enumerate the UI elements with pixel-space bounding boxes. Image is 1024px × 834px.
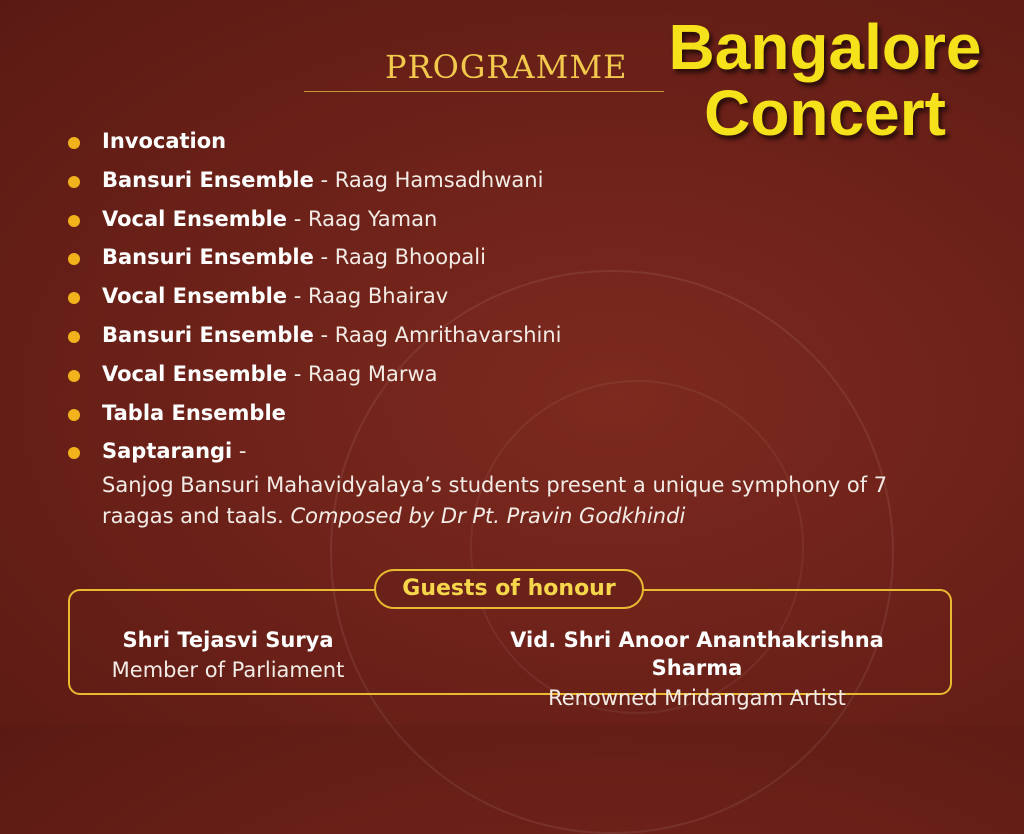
- programme-item: [68, 432, 562, 471]
- guest-name: Shri Tejasvi Surya: [122, 628, 334, 652]
- item-raag: - Raag Amrithavarshini: [313, 322, 562, 347]
- bullet-icon: [68, 176, 80, 188]
- item-raag: - Raag Marwa: [287, 361, 438, 386]
- item-raag: - Raag Bhairav: [287, 284, 449, 309]
- item-name: Bansuri Ensemble: [102, 322, 314, 347]
- item-name: Vocal Ensemble: [102, 284, 288, 309]
- concert-title: [655, 11, 995, 149]
- programme-heading: PROGRAMME: [385, 48, 628, 86]
- item-name: Tabla Ensemble: [102, 400, 286, 425]
- guest-role: Member of Parliament: [111, 658, 345, 682]
- item-raag: -: [232, 439, 247, 464]
- bullet-icon: [68, 215, 80, 227]
- heading-underline: [304, 91, 664, 92]
- guest-card: [477, 626, 917, 714]
- title-line-2: Concert: [704, 77, 946, 149]
- programme-item: [68, 277, 562, 316]
- programme-list: [68, 122, 562, 471]
- bullet-icon: [68, 253, 80, 265]
- item-name: Bansuri Ensemble: [102, 245, 314, 270]
- programme-item: [68, 394, 562, 433]
- item-name: Saptarangi: [102, 439, 233, 464]
- guests-label: Guests of honour: [374, 569, 644, 609]
- bullet-icon: [68, 409, 80, 421]
- description-text: Sanjog Bansuri Mahavidyalaya’s students present a unique symphony of 7 raagas and taals.: [102, 473, 888, 528]
- saptarangi-description: [102, 470, 962, 532]
- guest-name: Vid. Shri Anoor Ananthakrishna Sharma: [510, 628, 884, 680]
- title-line-1: Bangalore: [668, 11, 982, 83]
- programme-item: [68, 238, 562, 277]
- programme-item: [68, 316, 562, 355]
- bullet-icon: [68, 447, 80, 459]
- programme-item: [68, 161, 562, 200]
- bullet-icon: [68, 331, 80, 343]
- item-name: Invocation: [102, 129, 227, 153]
- bullet-icon: [68, 137, 80, 149]
- guest-card: [28, 626, 428, 686]
- item-name: Bansuri Ensemble: [102, 167, 314, 192]
- bullet-icon: [68, 292, 80, 304]
- item-name: Vocal Ensemble: [102, 206, 288, 231]
- programme-item: [68, 355, 562, 394]
- guest-role: Renowned Mridangam Artist: [548, 686, 846, 710]
- programme-item: [68, 122, 562, 161]
- programme-item: [68, 200, 562, 239]
- composer-credit: Composed by Dr Pt. Pravin Godkhindi: [290, 504, 686, 528]
- item-name: Vocal Ensemble: [102, 361, 288, 386]
- item-raag: - Raag Yaman: [287, 206, 438, 231]
- bullet-icon: [68, 370, 80, 382]
- item-raag: - Raag Hamsadhwani: [313, 167, 544, 192]
- item-raag: - Raag Bhoopali: [313, 245, 486, 270]
